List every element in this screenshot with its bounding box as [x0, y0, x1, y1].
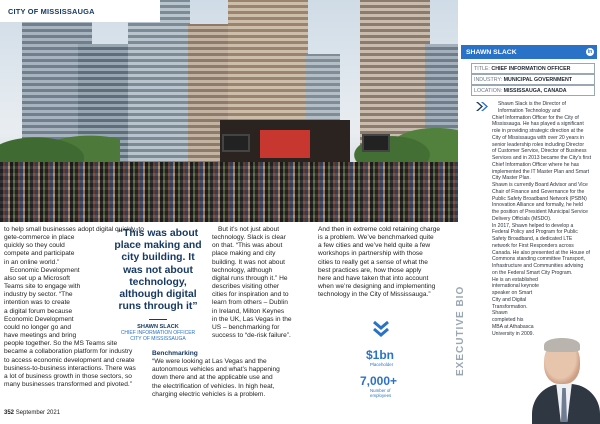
- article-line: also set up a Microsoft: [4, 274, 70, 282]
- article-line: many businesses transformed and pivoted.”: [4, 380, 132, 388]
- bio-line: In 2017, Shawn helped to develop a: [492, 222, 574, 229]
- article-column-2-bottom: [152, 350, 302, 399]
- article-line: to help small businesses adopt digital quickly, to: [4, 226, 144, 233]
- bio-line: Chair of Finance and Governance for the: [492, 188, 585, 195]
- quote-divider: [149, 319, 167, 320]
- article-line: is a problem. We’ve benchmarked quite: [318, 234, 434, 242]
- bio-line: City of Mississauga with over 20 years in: [492, 134, 585, 141]
- article-line: Economic Development: [4, 315, 74, 323]
- portrait-photo: [532, 332, 600, 424]
- article-line: success to “de-risk failure”.: [212, 332, 291, 340]
- article-line: quickly so they could: [4, 242, 65, 250]
- article-line: became a collaboration platform for industry: [4, 348, 133, 356]
- article-line: in the UK, Las Vegas in the: [212, 315, 292, 323]
- subheading-benchmarking: Benchmarking: [152, 350, 198, 357]
- article-line: people together. So the MS Teams site: [4, 340, 118, 348]
- bio-line: Canada. He also presented at the House of: [492, 249, 590, 256]
- article-line: cities for inspiration and to: [212, 291, 289, 299]
- hero-photo: [0, 0, 458, 222]
- article-line: autonomous vehicles and what’s happening: [152, 366, 280, 374]
- bio-line: Shawn: [492, 310, 508, 317]
- tower-building: [128, 0, 190, 164]
- bio-line: He is an established: [492, 276, 538, 283]
- article-line: in Ireland, Milton Keynes: [212, 307, 285, 315]
- article-line: building. It was not about: [212, 258, 285, 266]
- stat-value: $1bn: [366, 348, 395, 362]
- bio-line: on the Federal Smart City Program.: [492, 269, 573, 276]
- bio-name: SHAWN SLACK: [466, 49, 517, 56]
- bio-line: MBA at Athabasca: [492, 323, 534, 330]
- article-line: the electrification of vehicles. In high heat,: [152, 382, 275, 390]
- article-line: when we’re designing and implementing: [318, 283, 436, 291]
- bio-line: senior leadership roles including Director: [492, 141, 585, 148]
- pull-quote-line: although digital: [119, 289, 197, 301]
- article-line: a digital forum because: [4, 307, 73, 315]
- video-screen: [362, 134, 390, 152]
- video-screen: [222, 134, 250, 152]
- bio-line: Transformation.: [492, 303, 528, 310]
- pull-quote-line: city building. It: [121, 252, 195, 264]
- article-line: learn from others – Dublin: [212, 299, 288, 307]
- bio-line: implemented the IT Master Plan and Smart: [492, 168, 590, 175]
- article-line: a lot of business growth in those sectors, so: [4, 372, 132, 380]
- bio-line: Commons standing committee Transport,: [492, 256, 586, 263]
- row-key: INDUSTRY:: [474, 77, 504, 83]
- chevron-down-icon: [372, 320, 390, 340]
- vertical-label-text: EXECUTIVE BIO: [455, 285, 466, 376]
- article-line: to access economic development and create: [4, 356, 135, 364]
- crowd: [0, 162, 458, 222]
- article-line: charging electric vehicles is a problem.: [152, 390, 266, 398]
- article-line: US – benchmarking for: [212, 323, 280, 331]
- stat-value: 7,000+: [360, 374, 398, 388]
- article-line: down there and at the applicable use and: [152, 374, 273, 382]
- bio-line: completed his: [492, 317, 524, 323]
- pull-quote-line: place making and: [114, 240, 202, 252]
- bio-header: [461, 45, 597, 59]
- article-column-2: [212, 226, 307, 340]
- bio-line: Safety Broadband, a dedicated LTE: [492, 236, 573, 242]
- bio-line: City and Digital: [492, 296, 527, 303]
- section-header: [0, 0, 160, 22]
- article-line: industry by sector. “The: [4, 291, 73, 299]
- pull-quote-line: runs through it”: [118, 301, 198, 313]
- article-line: cities to really get a sense of what the: [318, 258, 428, 266]
- article-line: intention was to create: [4, 299, 70, 307]
- article-line: digital runs through it.” He: [212, 274, 288, 282]
- article-line: place making and city: [212, 250, 276, 258]
- page-footer: [4, 410, 60, 416]
- bio-line: Shawn Slack is the Director of: [498, 101, 566, 107]
- quote-author: SHAWN SLACK: [137, 324, 179, 331]
- pull-quote-line: technology,: [129, 276, 187, 288]
- pull-quote: [106, 228, 210, 342]
- bio-location-row: [471, 85, 595, 96]
- bio-line: Services and in 2013 became the City’s first: [492, 155, 591, 161]
- article-line: have meetings and bring: [4, 332, 77, 340]
- bio-line: University in 2009.: [492, 330, 534, 337]
- stat-label: Number of employees: [370, 388, 392, 398]
- bio-line: Shawn is currently Board Advisor and Vice: [492, 182, 588, 188]
- bio-title-row: [471, 63, 595, 74]
- row-key: LOCATION:: [474, 88, 504, 94]
- article-column-1: [4, 226, 144, 389]
- bio-line: international keynote: [492, 283, 540, 290]
- article-line: describes visiting other: [212, 283, 280, 291]
- bio-line: network for First Responders across: [492, 242, 574, 249]
- article-line: could no longer go and: [4, 323, 72, 331]
- pull-quote-line: was not about: [123, 264, 193, 276]
- row-value: MISSISSAUGA, CANADA: [503, 88, 567, 94]
- page-number: 352: [4, 410, 15, 416]
- article-line: on that. “This was about: [212, 242, 283, 250]
- row-value: CHIEF INFORMATION OFFICER: [491, 66, 571, 72]
- bio-line: Federal Policy and Program for Public: [492, 229, 578, 236]
- stat-label: Placeholder: [370, 362, 394, 367]
- row-value: MUNICIPAL GOVERNMENT: [503, 77, 573, 83]
- bio-text: [492, 101, 596, 337]
- article-line: technology, although: [212, 266, 273, 274]
- bio-industry-row: [471, 74, 595, 85]
- article-line: Teams site to engage with: [4, 283, 81, 291]
- article-line: gete-commerce in place: [4, 234, 75, 242]
- article-line: business-to-business interactions. There was: [4, 364, 136, 372]
- quote-author-title: CITY OF MISSISSAUGA: [130, 336, 186, 343]
- article-line: here and have taken that into account: [318, 274, 429, 282]
- pull-quote-line: “This was about: [117, 228, 199, 239]
- issue-date: September 2021: [15, 410, 61, 416]
- portrait-hair: [544, 338, 580, 352]
- article-line: best practices are, how those apply: [318, 266, 422, 274]
- article-line: “We were looking at Las Vegas and the: [152, 358, 267, 366]
- bio-line: Public Safety Broadband Network (PSBN): [492, 195, 587, 202]
- article-line: in an online world.”: [4, 258, 60, 266]
- quote-mark-icon: [476, 102, 488, 111]
- article-line: workshops in partnership with those: [318, 250, 423, 258]
- bio-line: speaker on Smart: [492, 290, 533, 296]
- bio-line: Information Technology and: [498, 107, 561, 114]
- article-line: But it’s not just about: [218, 226, 280, 233]
- row-key: TITLE:: [474, 66, 492, 72]
- bio-line: Infrastructure and Communities advising: [492, 263, 584, 269]
- section-label: CITY OF MISSISSAUGA: [8, 7, 95, 16]
- quote-author-title: CHIEF INFORMATION OFFICER: [120, 330, 196, 337]
- article-line: compete and participate: [4, 250, 75, 258]
- article-line: technology in the City of Mississauga.”: [318, 291, 431, 299]
- bio-line: the position of President Municipal Service: [492, 209, 588, 215]
- bio-line: City Master Plan.: [492, 175, 531, 182]
- bio-line: role in providing strategic direction at the: [492, 128, 584, 134]
- article-line: technology. Slack is clear: [212, 234, 286, 242]
- linkedin-icon[interactable]: in: [587, 49, 593, 55]
- bio-line: Chief Information Officer for the City of: [492, 114, 579, 121]
- bio-line: Chief Information Officer where he has: [492, 161, 580, 168]
- article-line: And then in extreme cold retaining charge: [318, 226, 441, 233]
- article-line: Economic Development: [10, 266, 80, 274]
- bio-line: Delivery Officials (MSDO).: [492, 215, 552, 222]
- article-column-3: [318, 226, 450, 299]
- bio-line: Innovation Alliance and formally, he held: [492, 202, 583, 209]
- bio-line: Mississauga. He has played a significant: [492, 121, 584, 128]
- article-line: a few cities and we’ve held quite a few: [318, 242, 431, 250]
- bio-line: of Customer Service, Director of Business: [492, 148, 587, 155]
